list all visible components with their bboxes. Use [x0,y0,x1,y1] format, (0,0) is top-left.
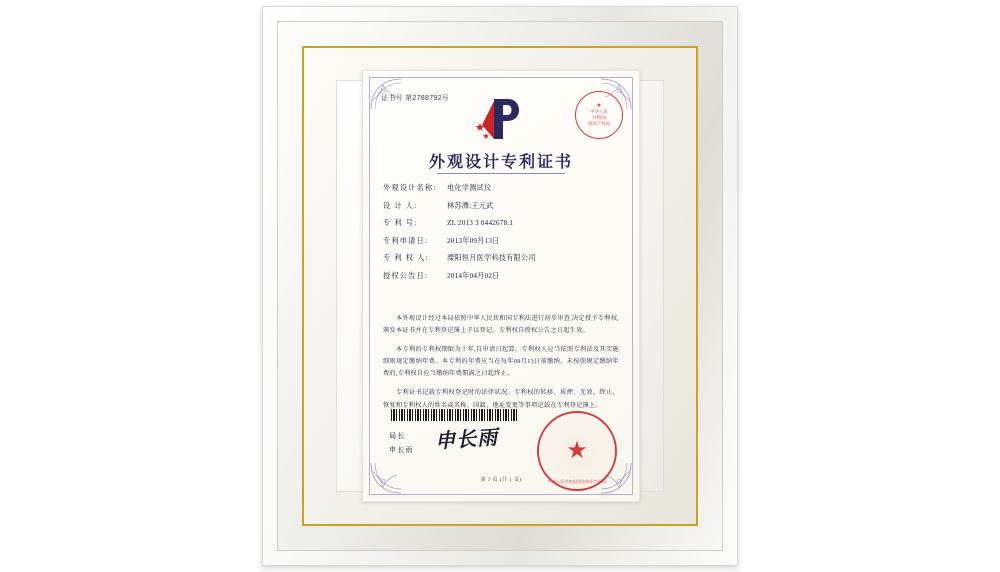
field-value: 电化学测试仪 [447,184,492,192]
cnipa-logo-icon [474,95,528,143]
field-value: ZL 2013 3 0442678.1 [447,219,514,227]
body-paragraph: 本外观设计经过本局依照中华人民共和国专利法进行初步审查,决定授予专利权,颁发本证书并在专利登记簿上予以登记。专利权自授权公告之日起生效。 [383,315,619,335]
deputy-label: 申长雨 [389,446,414,455]
field-label: 设 计 人: [383,201,418,210]
director-label: 局长 [389,432,406,440]
top-seal-line1: 中华人民 [590,108,608,114]
field-value: 溧阳恒月医学科技有限公司 [447,254,536,262]
official-seal-text: 中华人民共和国国家知识产权局 [547,479,607,484]
field-label: 专利申请日: [383,236,429,245]
title-divider [437,173,565,174]
barcode [391,409,519,421]
signature-labels [389,429,414,458]
field-value: 2013年09月13日 [447,236,500,245]
field-grant-date [383,271,619,281]
field-label: 授权公告日: [383,271,429,280]
seal-star-icon: ★ [596,102,602,109]
certificate-title: 外观设计专利证书 [428,154,573,171]
certificate-number: 证书号 第2788792号 [381,95,450,102]
certificate-body [383,313,619,419]
seal-star-icon: ★ [566,438,588,464]
field-patentee [383,253,619,263]
page-footer: 第 1 页 (共 1 页) [480,477,522,483]
field-design-name [383,183,619,193]
certificate-fields [383,183,619,288]
body-paragraph: 本专利的专利权期限为十年,自申请日起算。专利权人应当依照专利法及其实施细则规定缴纳年费。本专利的年费应当在每年09月13日前缴纳。未按照规定缴纳年费的,专利权自应当缴纳年费期满之日起终止。 [383,346,619,378]
field-application-date [383,236,619,246]
field-value: 林苏潭;王元武 [447,201,494,210]
handwritten-signature: 申长雨 [434,426,499,454]
field-label: 外观设计名称: [383,184,437,192]
top-seal-line2: 共和国 [592,114,606,120]
top-right-seal [575,91,623,139]
top-seal-line3: 知识产权局 [587,121,611,127]
certificate-document [362,70,640,502]
field-designer [383,201,619,211]
field-value: 2014年04月02日 [447,271,500,280]
field-label: 专 利 权 人: [383,254,429,262]
field-label: 专 利 号: [383,219,418,227]
field-patent-number [383,218,619,228]
body-paragraph: 专利证书记载专利权登记时的法律状况。专利权的转移、质押、无效、终止、恢复和专利权人的姓名或名称、国籍、地址变更等事项记载在专利登记簿上。 [383,389,619,409]
